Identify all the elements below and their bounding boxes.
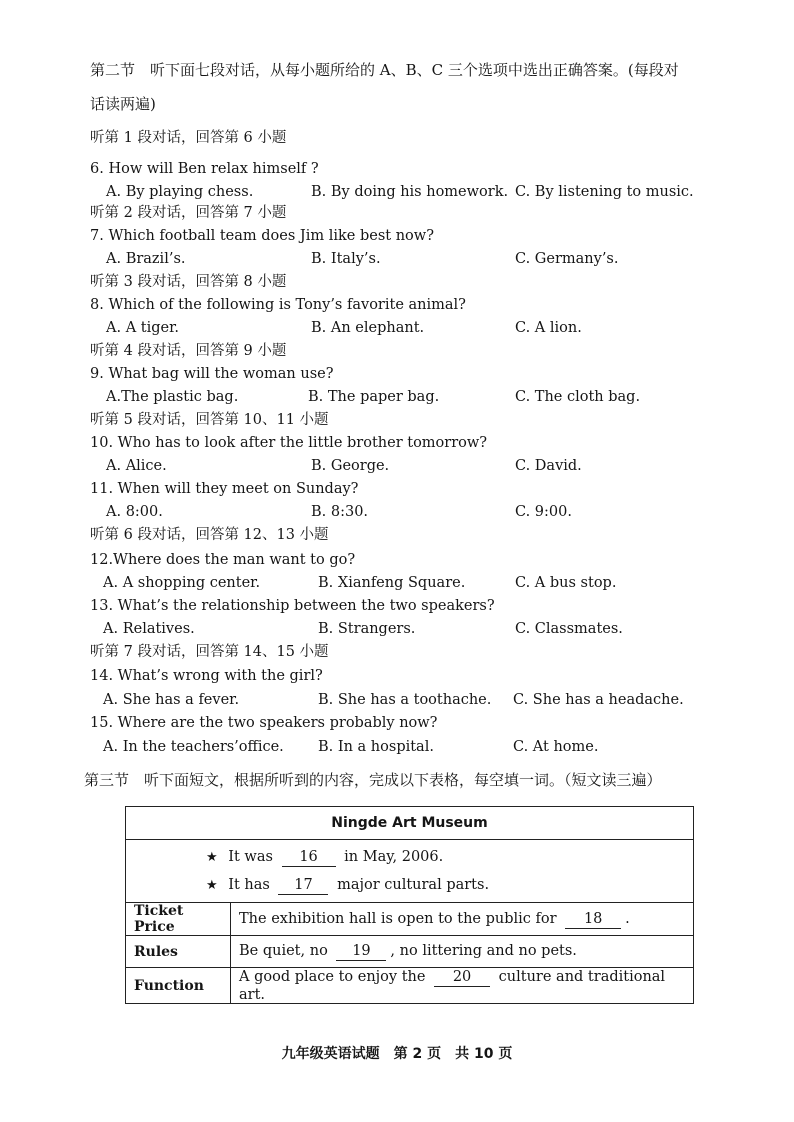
section3-heading: 第三节 听下面短文，根据所听到的内容，完成以下表格，每空填一词。（短文读三遍） xyxy=(84,771,662,789)
option-c: C. 9:00. xyxy=(515,504,572,520)
option-c: C. A lion. xyxy=(515,320,582,336)
dialog-intro: 听第 2 段对话，回答第 7 小题 xyxy=(90,205,287,221)
info2-prefix: It has xyxy=(228,877,270,893)
rules-cell xyxy=(231,936,694,968)
info-line-2 xyxy=(134,871,685,899)
option-b: B. She has a toothache. xyxy=(318,692,492,708)
function-suffix: culture and traditional art. xyxy=(239,969,666,1003)
museum-info-table xyxy=(125,806,694,1004)
option-a: A. A shopping center. xyxy=(103,575,261,591)
dialog-intro: 听第 3 段对话，回答第 8 小题 xyxy=(90,274,287,290)
dialog-intro: 听第 7 段对话，回答第 14、15 小题 xyxy=(90,644,329,660)
rules-label: Rules xyxy=(126,936,231,968)
option-c: C. A bus stop. xyxy=(515,575,617,591)
option-b: B. Xianfeng Square. xyxy=(318,575,466,591)
question-text: 6. How will Ben relax himself ? xyxy=(90,161,319,177)
blank-17[interactable]: 17 xyxy=(278,876,328,895)
table-info-cell xyxy=(126,840,694,903)
option-b: B. By doing his homework. xyxy=(311,184,509,200)
option-a: A. 8:00. xyxy=(106,504,163,520)
option-a: A. Alice. xyxy=(106,458,167,474)
blank-19[interactable]: 19 xyxy=(336,942,386,961)
option-a: A. A tiger. xyxy=(106,320,180,336)
ticket-price-cell xyxy=(231,903,694,936)
info1-prefix: It was xyxy=(228,849,273,865)
option-c: C. She has a headache. xyxy=(513,692,684,708)
option-c: C. At home. xyxy=(513,739,599,755)
function-prefix: A good place to enjoy the xyxy=(239,969,426,985)
question-text: 8. Which of the following is Tony’s favorite animal? xyxy=(90,297,466,313)
question-text: 7. Which football team does Jim like best now? xyxy=(90,228,434,244)
question-text: 14. What’s wrong with the girl? xyxy=(90,668,323,684)
function-cell xyxy=(231,968,694,1004)
page-footer: 九年级英语试题 第 2 页 共 10 页 xyxy=(281,1046,513,1062)
info1-suffix: in May, 2006. xyxy=(344,849,444,865)
dialog-intro: 听第 1 段对话，回答第 6 小题 xyxy=(90,130,287,146)
blank-16[interactable]: 16 xyxy=(282,848,336,867)
question-text: 15. Where are the two speakers probably now? xyxy=(90,715,438,731)
dialog-intro: 听第 5 段对话，回答第 10、11 小题 xyxy=(90,412,329,428)
option-c: C. The cloth bag. xyxy=(515,389,641,405)
info-line-1 xyxy=(134,843,685,871)
section2-heading-line1: 第二节 听下面七段对话，从每小题所给的 A、B、C 三个选项中选出正确答案。(每段对 xyxy=(90,61,679,79)
question-text: 9. What bag will the woman use? xyxy=(90,366,334,382)
rules-suffix: , no littering and no pets. xyxy=(390,943,577,959)
dialog-intro: 听第 6 段对话，回答第 12、13 小题 xyxy=(90,527,329,543)
option-a: A. She has a fever. xyxy=(103,692,240,708)
option-c: C. David. xyxy=(515,458,582,474)
question-text: 11. When will they meet on Sunday? xyxy=(90,481,359,497)
star-icon: ★ xyxy=(206,850,218,865)
star-icon: ★ xyxy=(206,878,218,893)
option-b: B. Italy’s. xyxy=(311,251,381,267)
function-label: Function xyxy=(126,968,231,1004)
option-a: A. Brazil’s. xyxy=(106,251,186,267)
option-b: B. In a hospital. xyxy=(318,739,434,755)
section2-heading-line2: 话读两遍) xyxy=(90,95,156,113)
question-text: 13. What’s the relationship between the two speakers? xyxy=(90,598,495,614)
dialog-intro: 听第 4 段对话，回答第 9 小题 xyxy=(90,343,287,359)
option-a: A. Relatives. xyxy=(103,621,195,637)
blank-18[interactable]: 18 xyxy=(565,910,621,929)
option-a: A. By playing chess. xyxy=(106,184,254,200)
option-b: B. The paper bag. xyxy=(308,389,440,405)
option-c: C. Classmates. xyxy=(515,621,623,637)
option-a: A.The plastic bag. xyxy=(106,389,239,405)
ticket-prefix: The exhibition hall is open to the public for xyxy=(239,910,557,927)
option-c: C. By listening to music. xyxy=(515,184,694,200)
option-b: B. Strangers. xyxy=(318,621,416,637)
table-title: Ningde Art Museum xyxy=(126,807,694,840)
rules-prefix: Be quiet, no xyxy=(239,943,328,959)
option-c: C. Germany’s. xyxy=(515,251,619,267)
option-b: B. 8:30. xyxy=(311,504,369,520)
option-a: A. In the teachers’office. xyxy=(103,739,284,755)
question-text: 12.Where does the man want to go? xyxy=(90,552,356,568)
ticket-suffix: . xyxy=(625,910,630,927)
ticket-price-label: Ticket Price xyxy=(126,903,231,936)
info2-suffix: major cultural parts. xyxy=(337,877,490,893)
blank-20[interactable]: 20 xyxy=(434,968,490,987)
question-text: 10. Who has to look after the little brother tomorrow? xyxy=(90,435,488,451)
option-b: B. George. xyxy=(311,458,390,474)
option-b: B. An elephant. xyxy=(311,320,425,336)
